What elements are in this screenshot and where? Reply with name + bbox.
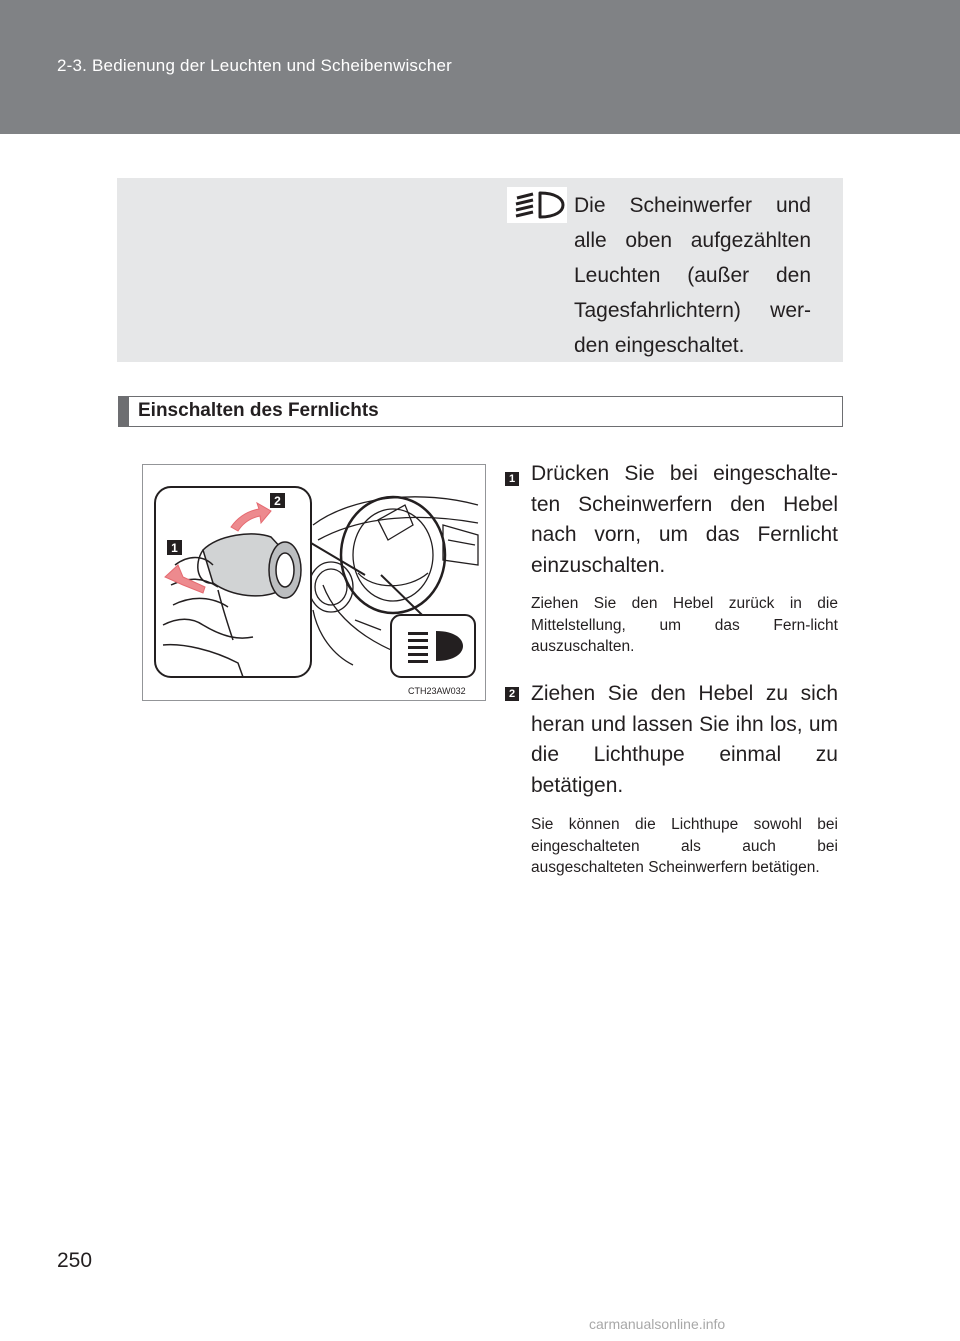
info-box-text: Die Scheinwerfer und alle oben aufgezählten Leuchten (außer den Tagesfahrlichtern) wer-den eingeschaltet. — [574, 194, 811, 357]
step-2-text: Ziehen Sie den Hebel zu sich heran und lassen Sie ihn los, um die Lichthupe einmal zu betätigen. — [531, 682, 838, 797]
chapter-title: 2-3. Bedienung der Leuchten und Scheibenwischer — [57, 56, 453, 75]
lever-illustration — [142, 464, 486, 701]
section-title: Einschalten des Fernlichts — [138, 400, 379, 421]
section-heading — [118, 396, 843, 427]
callout-1: 1 — [171, 541, 178, 555]
step-1-note: Ziehen Sie den Hebel zurück in die Mittelstellung, um das Fern-licht auszuschalten. — [531, 595, 838, 655]
figure-code: CTH23AW032 — [408, 686, 466, 696]
page-header — [0, 0, 960, 134]
step-number-1: 1 — [505, 472, 519, 486]
section-heading-bar — [119, 397, 129, 426]
callout-2: 2 — [274, 494, 281, 508]
page-number: 250 — [57, 1249, 93, 1272]
watermark: carmanualsonline.info — [589, 1316, 726, 1332]
step-1-text: Drücken Sie bei eingeschalte-ten Scheinwerfern den Hebel nach vorn, um das Fernlicht einzuschalten. — [531, 462, 838, 577]
headlight-low-beam-icon — [507, 187, 567, 223]
lever-illustration-drawing — [143, 465, 485, 700]
step-2-note: Sie können die Lichthupe sowohl bei eingeschalteten als auch bei ausgeschalteten Scheinwerfern betätigen. — [531, 816, 838, 876]
step-number-2: 2 — [505, 687, 519, 701]
